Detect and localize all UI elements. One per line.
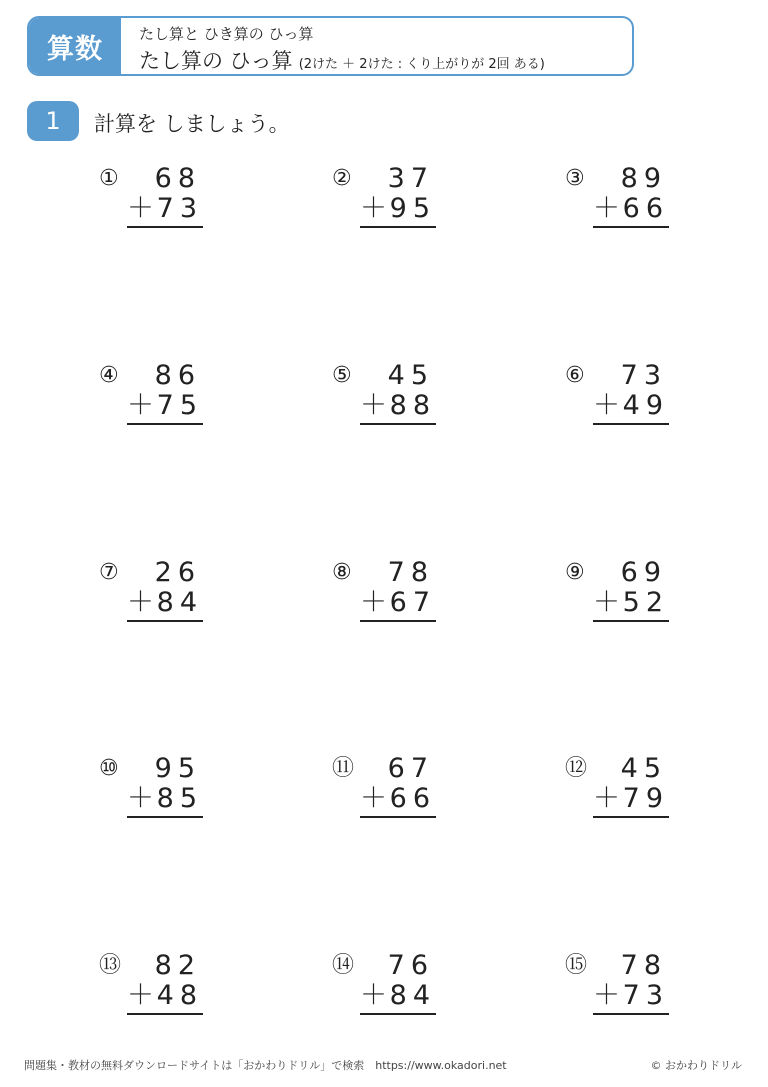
plus-sign: ＋ (127, 587, 154, 618)
problem-number: ⑫ (565, 756, 588, 781)
plus-sign: ＋ (593, 390, 620, 421)
plus-sign: ＋ (593, 980, 620, 1011)
problem-number: ⑦ (99, 560, 119, 585)
answer-line (127, 620, 203, 622)
problem-bottom-operand: 75 (156, 390, 203, 421)
problem-10 (99, 755, 239, 825)
answer-line (593, 816, 669, 818)
problem-number: ① (99, 166, 119, 191)
plus-sign: ＋ (593, 193, 620, 224)
problem-bottom-operand: 49 (622, 390, 669, 421)
problem-top-operand: 95 (154, 753, 201, 784)
plus-sign: ＋ (360, 587, 387, 618)
footer-download-note: 問題集・教材の無料ダウンロードサイトは「おかわりドリル」で検索 https://www.okadori.net (24, 1059, 507, 1072)
problem-top-operand: 26 (154, 557, 201, 588)
problem-number: ③ (565, 166, 585, 191)
answer-line (127, 816, 203, 818)
problem-bottom-operand: 48 (156, 980, 203, 1011)
plus-sign: ＋ (593, 587, 620, 618)
problem-top-operand: 86 (154, 360, 201, 391)
answer-line (360, 816, 436, 818)
problem-top-operand: 76 (387, 950, 434, 981)
subject-badge: 算数 (29, 18, 121, 74)
problem-number: ④ (99, 363, 119, 388)
problem-6 (565, 362, 705, 432)
header-subtitle: たし算と ひき算の ひっ算 (139, 25, 314, 43)
answer-line (593, 423, 669, 425)
problem-number: ⑧ (332, 560, 352, 585)
worksheet-header (27, 16, 634, 76)
answer-line (593, 620, 669, 622)
problem-number: ⑥ (565, 363, 585, 388)
instruction-text: 計算を しましょう。 (94, 112, 290, 136)
problem-number: ⑨ (565, 560, 585, 585)
problem-bottom-operand: 73 (156, 193, 203, 224)
answer-line (127, 1013, 203, 1015)
problem-bottom-operand: 84 (156, 587, 203, 618)
problem-11 (332, 755, 472, 825)
problem-13 (99, 952, 239, 1022)
problem-8 (332, 559, 472, 629)
problem-bottom-operand: 73 (622, 980, 669, 1011)
question-number-badge: 1 (27, 101, 79, 141)
problem-number: ⑩ (99, 756, 119, 781)
problem-number: ② (332, 166, 352, 191)
answer-line (360, 423, 436, 425)
problem-4 (99, 362, 239, 432)
problem-bottom-operand: 66 (389, 783, 436, 814)
plus-sign: ＋ (360, 193, 387, 224)
answer-line (360, 620, 436, 622)
problem-bottom-operand: 52 (622, 587, 669, 618)
problem-5 (332, 362, 472, 432)
problem-number: ⑮ (565, 953, 588, 978)
problem-bottom-operand: 66 (622, 193, 669, 224)
problem-top-operand: 45 (620, 753, 667, 784)
problem-1 (99, 165, 239, 235)
answer-line (593, 226, 669, 228)
problem-number: ⑪ (332, 756, 355, 781)
plus-sign: ＋ (360, 980, 387, 1011)
problem-bottom-operand: 95 (389, 193, 436, 224)
header-title-row (139, 45, 545, 75)
header-note: (2けた ＋ 2けた : くり上がりが 2回 ある) (298, 57, 545, 72)
answer-line (127, 423, 203, 425)
problem-2 (332, 165, 472, 235)
problem-top-operand: 73 (620, 360, 667, 391)
problem-bottom-operand: 84 (389, 980, 436, 1011)
header-title: たし算の ひっ算 (139, 49, 293, 73)
plus-sign: ＋ (360, 390, 387, 421)
footer-copyright: © おかわりドリル (650, 1059, 742, 1072)
answer-line (360, 226, 436, 228)
plus-sign: ＋ (127, 390, 154, 421)
problem-number: ⑬ (99, 953, 122, 978)
plus-sign: ＋ (127, 783, 154, 814)
problem-bottom-operand: 79 (622, 783, 669, 814)
plus-sign: ＋ (593, 783, 620, 814)
problem-top-operand: 45 (387, 360, 434, 391)
problem-top-operand: 78 (387, 557, 434, 588)
plus-sign: ＋ (127, 193, 154, 224)
problem-top-operand: 67 (387, 753, 434, 784)
plus-sign: ＋ (127, 980, 154, 1011)
problem-bottom-operand: 67 (389, 587, 436, 618)
problem-top-operand: 37 (387, 163, 434, 194)
problem-number: ⑭ (332, 953, 355, 978)
problem-7 (99, 559, 239, 629)
problem-15 (565, 952, 705, 1022)
problem-top-operand: 68 (154, 163, 201, 194)
problem-12 (565, 755, 705, 825)
problem-3 (565, 165, 705, 235)
answer-line (360, 1013, 436, 1015)
problem-top-operand: 89 (620, 163, 667, 194)
problem-bottom-operand: 85 (156, 783, 203, 814)
problem-top-operand: 82 (154, 950, 201, 981)
problem-14 (332, 952, 472, 1022)
problem-number: ⑤ (332, 363, 352, 388)
problem-top-operand: 69 (620, 557, 667, 588)
plus-sign: ＋ (360, 783, 387, 814)
problem-bottom-operand: 88 (389, 390, 436, 421)
answer-line (127, 226, 203, 228)
problem-top-operand: 78 (620, 950, 667, 981)
answer-line (593, 1013, 669, 1015)
problem-9 (565, 559, 705, 629)
